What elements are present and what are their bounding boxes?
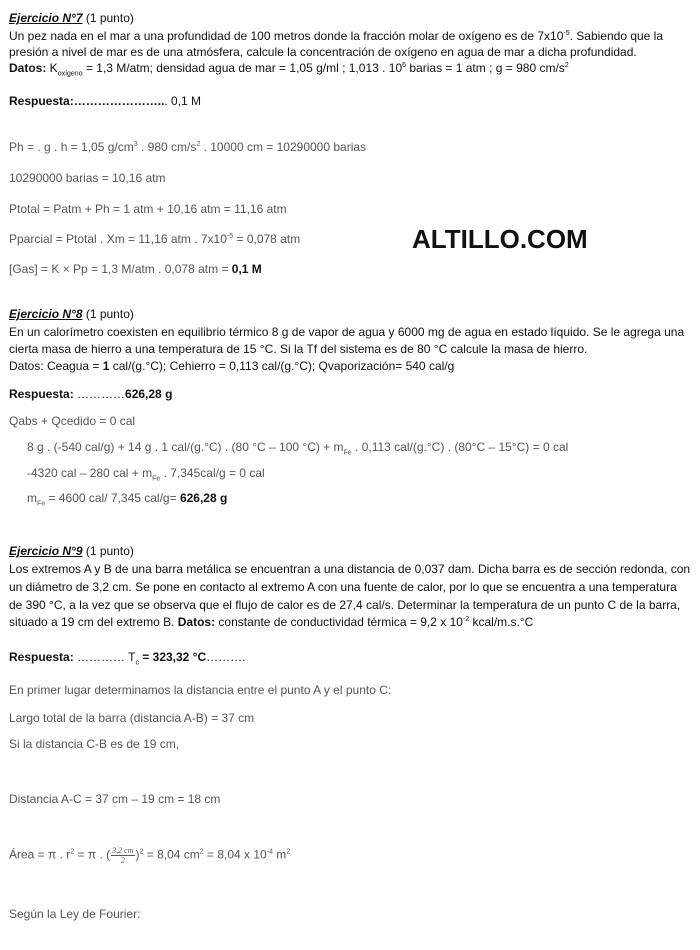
- ex9-step-2: Largo total de la barra (distancia A-B) = 37 cm: [9, 711, 255, 725]
- ex7-step-1: Ph = . g . h = 1,05 $g/cm^3$ . 980 $cm/s^2$ . 10000 cm = 10290000 barias: [9, 140, 367, 154]
- ex8-step-1: Qabs + Qcedido = 0 cal: [9, 414, 136, 428]
- ex7-statement-1: Un pez nada en el mar a una profundidad de 100 metros donde la fracción molar de oxígeno es de $7x10^{-5}$. Sabiendo que la: [9, 29, 664, 43]
- ex9-answer: Respuesta: ………… $T_c = 323,32$ °C……….: [9, 650, 246, 667]
- ex7-step-3: Ptotal = Patm + Ph = 1 atm + 10,16 atm = 11,16 atm: [9, 202, 287, 216]
- ex8-step-3: -4320 cal – 280 cal + $m_{Fe}$ . 7,345cal/g = 0 cal: [27, 466, 265, 483]
- ex9-statement-4: situado a 19 cm del extremo B. Datos: constante de conductividad térmica = 9,2 x $10^{-2}$ kcal/m.s.°C: [9, 615, 534, 629]
- ex9-statement-3: de 390 °C, a la vez que se observa que el flujo de calor es de 27,4 cal/s. Determinar la temperatura de un punto C de la barra,: [9, 598, 681, 612]
- ex9-title: Ejercicio N°9 (1 punto): [9, 544, 134, 558]
- ex8-statement-2: cierta masa de hierro a una temperatura de 15 °C. Si la Tf del sistema es de 80 °C calcule la masa de hierro.: [9, 342, 588, 356]
- ex8-statement-1: En un calorímetro coexisten en equilibrio térmico 8 g de vapor de agua y 6000 mg de agua en estado líquido. Se le agrega una: [9, 325, 685, 339]
- ex9-step-6: Según la Ley de Fourier:: [9, 907, 141, 921]
- ex7-data: Datos: $K_{oxígeno} = 1,3$ M/atm; densidad agua de mar = 1,05 g/ml ; 1,013 . $10^6$ barias = 1 atm ; g = 980 $cm/s^2$: [9, 61, 569, 78]
- ex9-step-4: Distancia A-C = 37 cm – 19 cm = 18 cm: [9, 792, 221, 806]
- ex8-step-2: 8 g . (-540 cal/g) + 14 g . 1 cal/(g.°C) . (80 °C – 100 $^\circ C) + m_{Fe}$ . 0,113 cal/(g.°C) . (80°C – 15°C) = 0 cal: [27, 440, 569, 457]
- ex7-statement-2: presión a nivel de mar es de una atmósfera, calcule la concentración de oxígeno en agua de mar a dicha profundidad.: [9, 45, 637, 59]
- ex9-area-formula: Área = π . $r^2 = \pi$ . ( $\frac{3,2 cm}{2}$ )$^2$ = 8,04 $cm^2 = 8,04$ x $10^{-4}$ $m^2$: [9, 846, 291, 865]
- ex8-data: Datos: Ceagua = 1 cal/(g.°C); Cehierro = 0,113 cal/(g.°C); Qvaporización= 540 cal/g: [9, 359, 455, 373]
- watermark: ALTILLO.COM: [412, 224, 588, 254]
- ex8-title: Ejercicio N°8 (1 punto): [9, 307, 134, 321]
- ex9-step-3: Si la distancia C-B es de 19 cm,: [9, 737, 180, 751]
- ex7-step-4: Pparcial = Ptotal . Xm = 11,16 atm . $7x10^{-5} = 0,078$ atm: [9, 232, 301, 246]
- area-fraction: $\frac{3,2 cm}{2}$: [112, 846, 134, 865]
- ex7-title: Ejercicio N°7 (1 punto): [9, 11, 134, 25]
- ex8-step-4: $m_{Fe} = 4600$ cal/ 7,345 cal/g= 626,28 g: [27, 491, 228, 508]
- ex7-step-2: 10290000 barias = 10,16 atm: [9, 171, 166, 185]
- ex9-statement-1: Los extremos A y B de una barra metálica se encuentran a una distancia de 0,037 dam. Dicha barra es de sección redonda, con: [9, 562, 691, 576]
- ex7-answer: Respuesta:…………………... 0,1 M: [9, 94, 202, 108]
- ex8-answer: Respuesta: …………626,28 g: [9, 387, 173, 401]
- ex9-step-1: En primer lugar determinamos la distancia entre el punto A y el punto C:: [9, 683, 392, 697]
- ex9-statement-2: un diámetro de 3,2 cm. Se pone en contacto al extremo A con una fuente de calor, por lo que se encuentra a una temperatura: [9, 580, 677, 594]
- ex7-step-5: [Gas] = K × Pp = 1,3 M/atm . 0,078 atm = 0,1 M: [9, 262, 262, 276]
